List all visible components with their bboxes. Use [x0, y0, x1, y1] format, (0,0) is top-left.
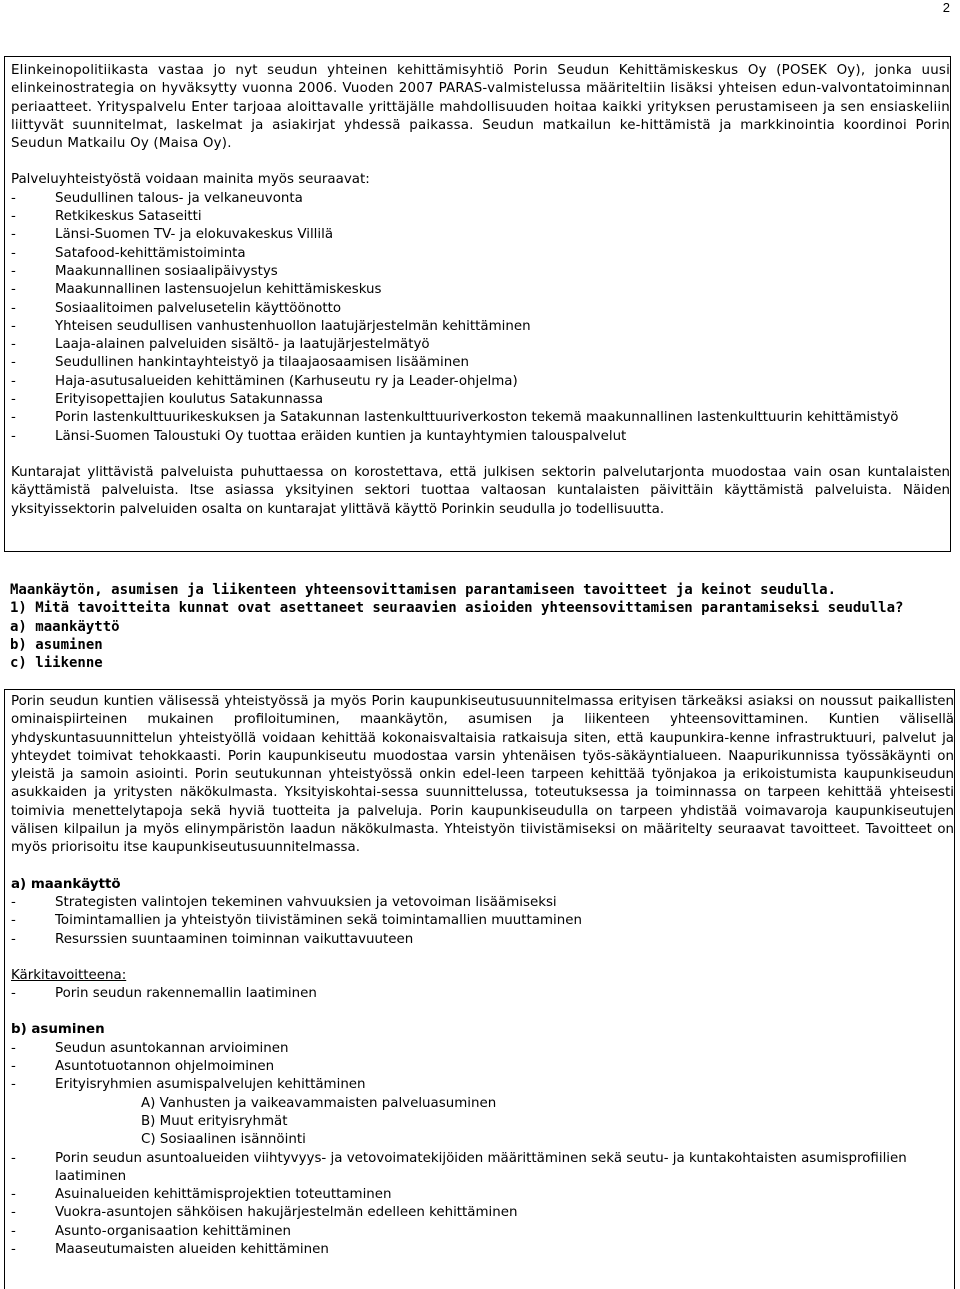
list-item: - Toimintamallien ja yhteistyön tiivistäminen sekä toimintamallien muuttaminen [11, 912, 954, 930]
list-item: - Strategisten valintojen tekeminen vahvuuksien ja vetovoiman lisäämiseksi [11, 894, 954, 912]
list-item: - Länsi-Suomen TV- ja elokuvakeskus Villilä [11, 226, 950, 244]
list-item: - Porin seudun asuntoalueiden viihtyvyys- ja vetovoimatekijöiden määrittäminen sekä seutu- ja kuntakohtaisten asumisprofiilien laatiminen [11, 1150, 954, 1187]
karkitavoite-label: Kärkitavoitteena: [11, 967, 127, 983]
heading-item-a: a) maankäyttö [10, 618, 120, 635]
list-item: - Erityisopettajien koulutus Satakunnassa [11, 391, 950, 409]
sub-list-item: B) Muut erityisryhmät [141, 1113, 288, 1129]
list-item: - Haja-asutusalueiden kehittäminen (Karhuseutu ry ja Leader-ohjelma) [11, 373, 950, 391]
services-list-title: Palveluyhteistyöstä voidaan mainita myös seuraavat: [11, 172, 370, 188]
intro-paragraph: Elinkeinopolitiikasta vastaa jo nyt seudun yhteinen kehittämisyhtiö Porin Seudun Kehittämiskeskus Oy (POSEK Oy), jonka uusi elinkeinostrategia on hyväksytty vuonna 2006. Vuoden 2007 PARAS-valmistelussa määriteltiin lisäksi yhteisen edun-valvontatoiminnan periaatteet. Yrityspalvelu Enter tarjoaa aloittavalle yrittäjälle mahdollisuuden hoitaa kaikki yrityksen perustamiseen ja sen ensiaskeliin liittyvät suunnitelmat, laskelmat ja asiakirjat yhdessä paikassa. Seudun matkailun ke-hittämistä ja markkinointia koordinoi Porin Seudun Matkailu Oy (Maisa Oy). [11, 63, 950, 152]
list-item: - Sosiaalitoimen palvelusetelin käyttöönotto [11, 300, 950, 318]
list-item: - Asuinalueiden kehittämisprojektien toteuttaminen [11, 1186, 954, 1204]
list-item: - Seudullinen talous- ja velkaneuvonta [11, 190, 950, 208]
sub-list-item: A) Vanhusten ja vaikeavammaisten palveluasuminen [141, 1095, 497, 1111]
asuminen-list [11, 1040, 954, 1095]
list-item: - Maakunnallinen sosiaalipäivystys [11, 263, 950, 281]
list-item: - Asunto-organisaation kehittäminen [11, 1223, 954, 1241]
services-list [11, 190, 950, 446]
services-text-box [4, 56, 951, 552]
sub-list-item: C) Sosiaalinen isännöinti [141, 1132, 306, 1148]
list-item: - Porin seudun rakennemallin laatiminen [11, 985, 954, 1003]
list-item: - Erityisryhmien asumispalvelujen kehittäminen [11, 1076, 954, 1094]
section-heading [10, 581, 940, 672]
answer-text-box [4, 689, 955, 1289]
karkitavoite-list [11, 985, 954, 1003]
list-item: - Seudun asuntokannan arvioiminen [11, 1040, 954, 1058]
list-item: - Seudullinen hankintayhteistyö ja tilaajaosaamisen lisääminen [11, 354, 950, 372]
list-item: - Resurssien suuntaaminen toiminnan vaikuttavuuteen [11, 931, 954, 949]
section-question: 1) Mitä tavoitteita kunnat ovat asettaneet seuraavien asioiden yhteensovittamisen parantamiseksi seudulla? [10, 600, 904, 617]
list-item: - Retkikeskus Sataseitti [11, 208, 950, 226]
erityisryhmat-sublist [11, 1095, 954, 1150]
list-item: - Laaja-alainen palveluiden sisältö- ja laatujärjestelmätyö [11, 336, 950, 354]
answer-paragraph: Porin seudun kuntien välisessä yhteistyössä ja myös Porin kaupunkiseutusuunnitelmassa erityisen tärkeäksi asiaksi on noussut paikallisten ominaispiirteinen mukainen profiloituminen, maankäytön, asumisen ja liikenteen yhteensovittaminen. Kuntien välisellä yhdyskuntasuunnittelun yhteistyöllä voidaan kehittää kokonaisvaltaisia ratkaisuja siten, että kaupunkira-kenne infrastruktuuri, palvelut ja yhteydet toimivat tehokkaasti. Porin kaupunkiseutu muodostaa varsin yhtenäisen työs-säkäyntialueen. Naapurikunnissa työssäkäynti on yleistä ja samoin asiointi. Porin seutukunnan yhteistyössä onkin edel-leen tarpeen kehittää työnjakoa ja erikoistumista kaupunkiseudun asukkaiden ja yritysten näkökulmasta. Yksityiskohtai-sessa suunnittelussa, toteutuksessa ja toiminnassa on tarpeen kehittää yhteisesti toimivia menettelytapoja sekä hyviä tuotteita ja palveluja. Porin kaupunkiseudulla on tarpeen yhdistää voimavaroja kaupunkiseutujen välisen kilpailun ja myös elinympäristön laadun näkökulmasta. Yhteistyön tiivistämiseksi on määritelty seuraavat tavoitteet. Tavoitteet on myös priorisoitu itse kaupunkiseutusuunnitelmassa. [11, 694, 954, 856]
section-title: Maankäytön, asumisen ja liikenteen yhteensovittamisen parantamiseen tavoitteet ja keinot seudulla. [10, 582, 837, 598]
maankaytto-list [11, 894, 954, 949]
subheading-asuminen: b) asuminen [11, 1022, 105, 1038]
subheading-maankaytto: a) maankäyttö [11, 876, 121, 892]
list-item: - Satafood-kehittämistoiminta [11, 245, 950, 263]
list-item: - Maakunnallinen lastensuojelun kehittämiskeskus [11, 281, 950, 299]
list-item: - Maaseutumaisten alueiden kehittäminen [11, 1241, 954, 1259]
list-item: - Yhteisen seudullisen vanhustenhuollon laatujärjestelmän kehittäminen [11, 318, 950, 336]
heading-item-c: c) liikenne [10, 655, 103, 672]
heading-item-b: b) asuminen [10, 636, 103, 653]
asuminen-list-continued [11, 1150, 954, 1260]
closing-paragraph: Kuntarajat ylittävistä palveluista puhuttaessa on korostettava, että julkisen sektorin palvelutarjonta muodostaa vain osan kuntalaisten käyttämistä palveluista. Itse asiassa yksityinen sektori tuottaa valtaosan kuntalaisten päivittäin käyttämistä palveluista. Näiden yksityissektorin palveluiden osalta on kuntarajat ylittävä käyttö Porinkin seudulla jo todellisuutta. [11, 464, 950, 517]
list-item: - Länsi-Suomen Taloustuki Oy tuottaa eräiden kuntien ja kuntayhtymien talouspalvelut [11, 428, 950, 446]
list-item: - Vuokra-asuntojen sähköisen hakujärjestelmän edelleen kehittäminen [11, 1204, 954, 1222]
list-item: - Asuntotuotannon ohjelmoiminen [11, 1058, 954, 1076]
page-number: 2 [942, 0, 950, 15]
list-item: - Porin lastenkulttuurikeskuksen ja Satakunnan lastenkulttuuriverkoston tekemä maakunnallinen lastenkulttuurin kehittämistyö [11, 409, 950, 427]
